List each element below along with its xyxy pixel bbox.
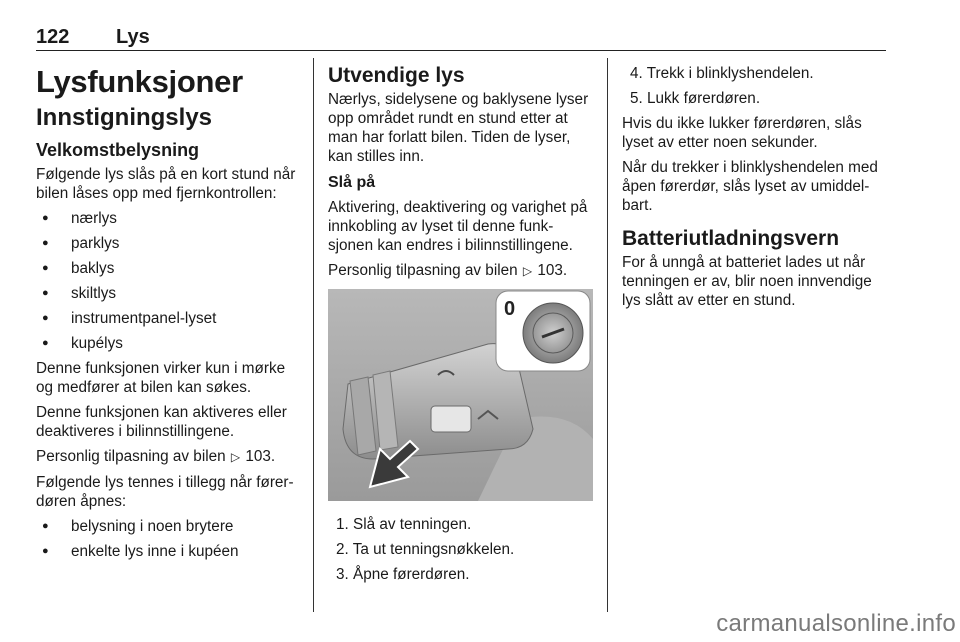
header-rule xyxy=(36,50,886,51)
subsection-heading: Slå på xyxy=(328,174,376,191)
reference-paragraph xyxy=(328,261,593,281)
list-item: 4. Trekk i blinklyshendelen. xyxy=(630,65,814,82)
list-item: ● enkelte lys inne i kupéen xyxy=(36,542,304,561)
list-item: ● instrumentpanel-lyset xyxy=(36,309,304,328)
lights-list xyxy=(36,209,304,353)
column-divider-1 xyxy=(313,58,314,612)
paragraph: Nærlys, sidelysene og baklysene lyser opp området rundt en stund etter at man har forlatt bilen. Tiden de lyser, kan stilles inn. xyxy=(328,91,589,165)
chapter-title: Lysfunksjoner xyxy=(36,64,243,99)
reference-text: Personlig tilpasning av bilen xyxy=(328,262,518,279)
reference-text: Personlig tilpasning av bilen xyxy=(36,448,226,465)
column-3 xyxy=(622,58,890,316)
page-reference-arrow-icon: ▷ xyxy=(230,450,241,464)
list-item: 1. Slå av tenningen. xyxy=(336,516,472,533)
column-1 xyxy=(36,58,304,567)
section-heading: Utvendige lys xyxy=(328,64,465,87)
subsection-heading: Velkomstbelysning xyxy=(36,140,200,160)
section-heading: Innstigningslys xyxy=(36,104,213,131)
steps-list xyxy=(328,515,593,584)
paragraph: Aktivering, deaktivering og varighet på innkobling av lyset til denne funk-sjonen kan endres i bilinnstillingene. xyxy=(328,199,588,254)
section-heading: Batteriutladningsvern xyxy=(622,227,840,250)
list-item: ● skiltlys xyxy=(36,284,304,303)
watermark: carmanualsonline.info xyxy=(716,610,956,637)
list-item: 3. Åpne førerdøren. xyxy=(336,566,470,583)
column-2 xyxy=(328,58,593,590)
page-number: 122 xyxy=(36,26,70,48)
paragraph: Følgende lys tennes i tillegg når fører-døren åpnes: xyxy=(36,474,294,510)
page-reference-arrow-icon: ▷ xyxy=(522,264,533,278)
list-item: ● belysning i noen brytere xyxy=(36,517,304,536)
turn-signal-lever-illustration xyxy=(328,289,593,501)
steps-list-continued xyxy=(622,64,890,108)
intro-paragraph: Følgende lys slås på en kort stund når bilen låses opp med fjernkontrollen: xyxy=(36,166,296,202)
paragraph: Denne funksjonen virker kun i mørke og medfører at bilen kan søkes. xyxy=(36,360,286,396)
list-item: ● kupélys xyxy=(36,334,304,353)
paragraph: Denne funksjonen kan aktiveres eller deaktiveres i bilinnstillingene. xyxy=(36,404,287,440)
section-title: Lys xyxy=(116,26,150,48)
reference-page-link[interactable]: 103. xyxy=(537,262,568,279)
list-item: ● parklys xyxy=(36,234,304,253)
list-item: 5. Lukk førerdøren. xyxy=(630,90,761,107)
paragraph: For å unngå at batteriet lades ut når tenningen er av, blir noen innvendige lys slått av etter en stund. xyxy=(622,254,872,309)
list-item: ● baklys xyxy=(36,259,304,278)
column-divider-2 xyxy=(607,58,608,612)
list-item: 2. Ta ut tenningsnøkkelen. xyxy=(336,541,515,558)
reference-page-link[interactable]: 103. xyxy=(245,448,276,465)
paragraph: Når du trekker i blinklyshendelen med åpen førerdør, slås lyset av umiddel-bart. xyxy=(622,159,878,214)
extra-lights-list xyxy=(36,517,304,561)
list-item: ● nærlys xyxy=(36,209,304,228)
reference-paragraph xyxy=(36,447,304,467)
ignition-position-label: 0 xyxy=(504,298,516,320)
lever-button xyxy=(431,406,471,432)
paragraph: Hvis du ikke lukker førerdøren, slås lyset av etter noen sekunder. xyxy=(622,115,862,151)
